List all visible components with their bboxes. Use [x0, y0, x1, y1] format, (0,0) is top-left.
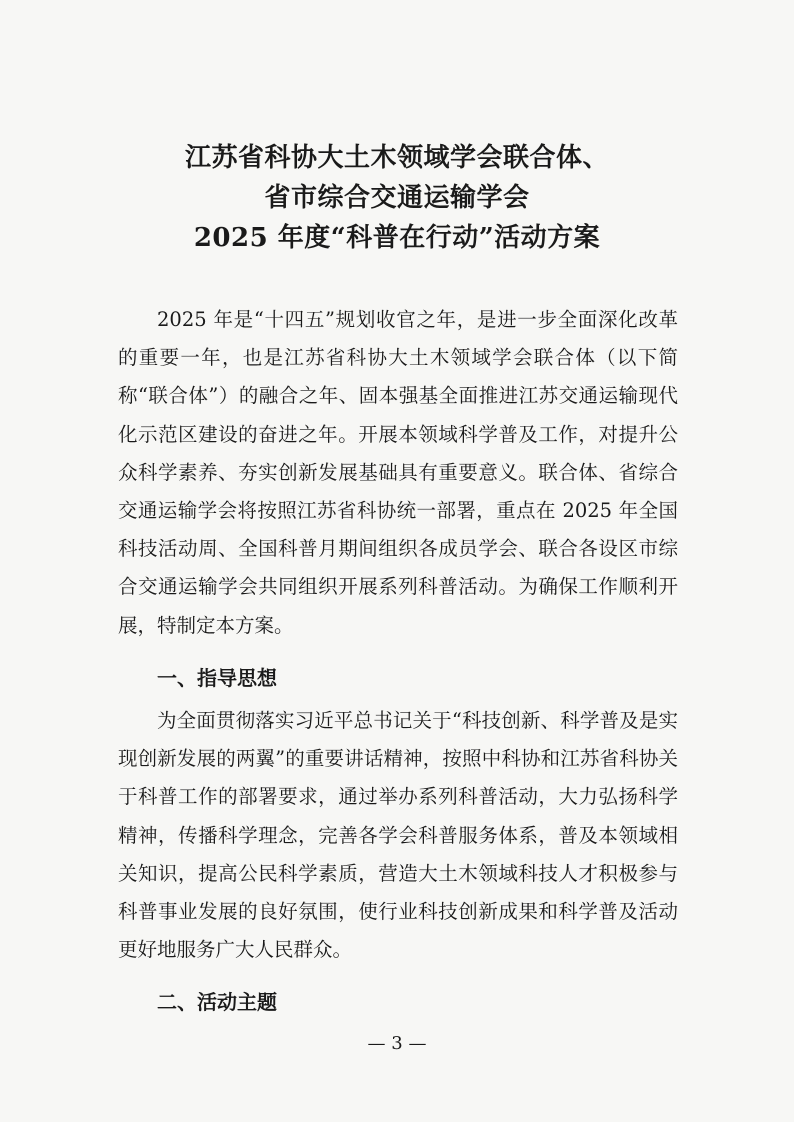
- title-line-1: 江苏省科协大土木领域学会联合体、: [184, 143, 609, 173]
- section-heading-guiding-ideology: 一、指导思想: [157, 666, 277, 690]
- section-heading-activity-theme: 二、活动主题: [157, 990, 277, 1014]
- title-line-2: 省市综合交通运输学会: [264, 183, 530, 213]
- intro-paragraph: 2025 年是“十四五”规划收官之年，是进一步全面深化改革的重要一年，也是江苏省科协大土木领域学会联合体（以下简称“联合体”）的融合之年、固本强基全面推进江苏交通运输现代化示范区建设的奋进之年。开展本领域科学普及工作，对提升公众科学素养、夯实创新发展基础具有重要意义。联合体、省综合交通运输学会将按照江苏省科协统一部署，重点在 2025 年全国科技活动周、全国科普月期间组织各成员学会、联合各设区市综合交通运输学会共同组织开展系列科普活动。为确保工作顺利开展，特制定本方案。: [118, 308, 678, 637]
- document-title: [100, 138, 694, 258]
- page-number: — 3 —: [367, 1033, 427, 1054]
- guiding-ideology-paragraph: 为全面贯彻落实习近平总书记关于“科技创新、科学普及是实现创新发展的两翼”的重要讲话精神，按照中科协和江苏省科协关于科普工作的部署要求，通过举办系列科普活动，大力弘扬科学精神，传播科学理念，完善各学会科普服务体系，普及本领域相关知识，提高公民科学素质，营造大土木领域科技人才积极参与科普事业发展的良好氛围，使行业科技创新成果和科学普及活动更好地服务广大人民群众。: [118, 709, 678, 962]
- title-line-3: 2025 年度“科普在行动”活动方案: [193, 223, 601, 253]
